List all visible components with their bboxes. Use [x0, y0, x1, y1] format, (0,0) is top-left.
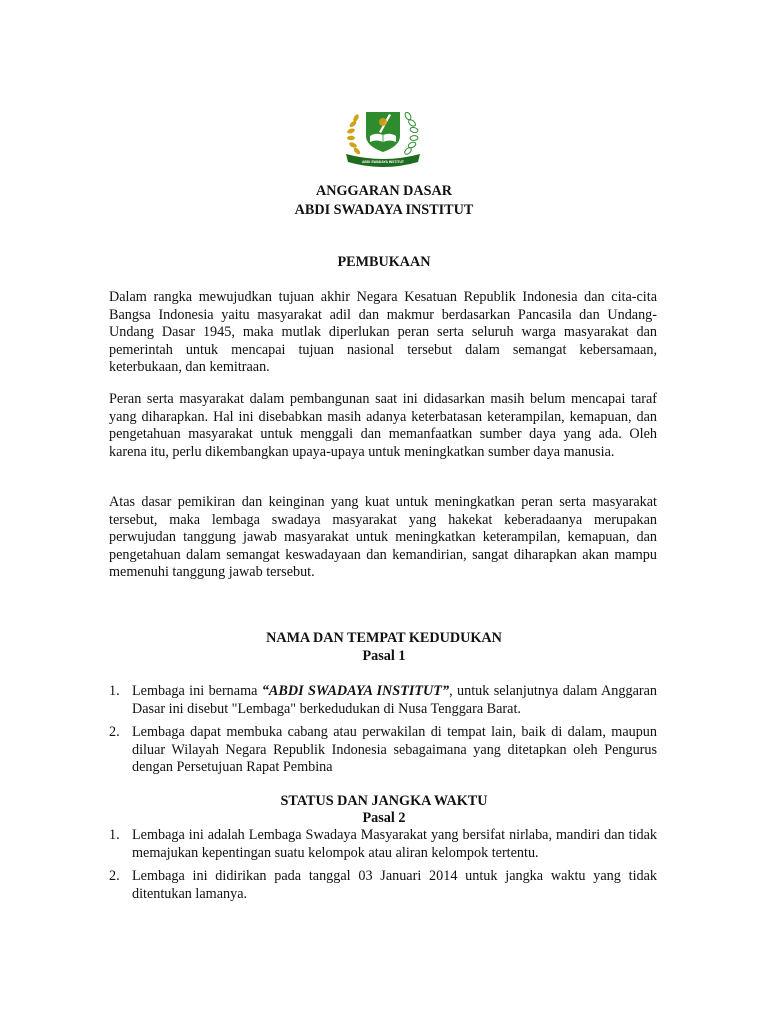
- list-number: 1.: [109, 683, 120, 699]
- section-heading-nama: NAMA DAN TEMPAT KEDUDUKAN: [266, 630, 502, 646]
- svg-text:ABDI SWADAYA INSTITUT: ABDI SWADAYA INSTITUT: [361, 160, 405, 164]
- item-text: Lembaga ini didirikan pada tanggal 03 Januari 2014 untuk jangka waktu yang tidak ditentukan lamanya.: [132, 868, 657, 902]
- pasal-1-list: [109, 683, 657, 777]
- pasal-2-label: Pasal 2: [362, 810, 406, 826]
- paragraph-3: Atas dasar pemikiran dan keinginan yang kuat untuk meningkatkan peran serta masyarakat tersebut, maka lembaga swadaya masyarakat yang hakekat keberadaanya merupakan perwujudan tanggung jawab masyarakat untuk meningkatkan keterampilan, kemapuan, dan pengetahuan dalam semangat keswadayaan dan kemandirian, sangat diharapkan akan mampu memenuhi tanggung jawab tersebut.: [109, 494, 657, 581]
- list-item: [109, 827, 657, 862]
- paragraph-1: Dalam rangka mewujudkan tujuan akhir Negara Kesatuan Republik Indonesia dan cita-cita Bangsa Indonesia yaitu masyarakat adil dan makmur berdasarkan Pancasila dan Undang-Undang Dasar 1945, maka mutlak diperlukan peran serta seluruh warga masyarakat dan pemerintah untuk mencapai tujuan nasional tersebut dalam semangat kebersamaan, keterbukaan, dan kemitraan.: [109, 289, 657, 376]
- list-item: [109, 724, 657, 777]
- list-number: 2.: [109, 868, 120, 885]
- item-text: Lembaga ini adalah Lembaga Swadaya Masyarakat yang bersifat nirlaba, mandiri dan tidak memajukan kepentingan suatu kelompok atau aliran kelompok tertentu.: [132, 827, 657, 861]
- document-title: ANGGARAN DASAR: [316, 183, 452, 199]
- institution-emblem-icon: [342, 102, 424, 168]
- section-heading-pembukaan: PEMBUKAAN: [337, 254, 431, 270]
- item-text-post: , untuk selanjutnya dalam Anggaran Dasar ini disebut "Lembaga" berkedudukan di Nusa Tenggara Barat.: [132, 683, 657, 717]
- paragraph-2: Peran serta masyarakat dalam pembangunan saat ini didasarkan masih belum mencapai taraf yang diharapkan. Hal ini disebabkan masih adanya keterbatasan keterampilan, kemapuan, dan pengetahuan masyarakat untuk menggali dan memanfaatkan sumber daya yang ada. Oleh karena itu, perlu dikembangkan upaya-upaya untuk meningkatkan sumber daya manusia.: [109, 391, 657, 460]
- list-number: 1.: [109, 827, 120, 843]
- organization-name: ABDI SWADAYA INSTITUT: [294, 202, 474, 218]
- pasal-2-list: [109, 827, 657, 903]
- institution-name-emphasis: “ABDI SWADAYA INSTITUT”: [261, 683, 450, 699]
- item-text-pre: Lembaga ini bernama: [132, 683, 262, 699]
- section-heading-status: STATUS DAN JANGKA WAKTU: [280, 793, 488, 809]
- list-number: 2.: [109, 724, 120, 741]
- list-item: [109, 683, 657, 718]
- pasal-1-label: Pasal 1: [362, 648, 406, 664]
- item-text: Lembaga dapat membuka cabang atau perwakilan di tempat lain, baik di dalam, maupun diluar Wilayah Negara Republik Indonesia sebagaimana yang ditetapkan oleh Pengurus dengan Persetujuan Rapat Pembina: [132, 724, 657, 776]
- list-item: [109, 868, 657, 903]
